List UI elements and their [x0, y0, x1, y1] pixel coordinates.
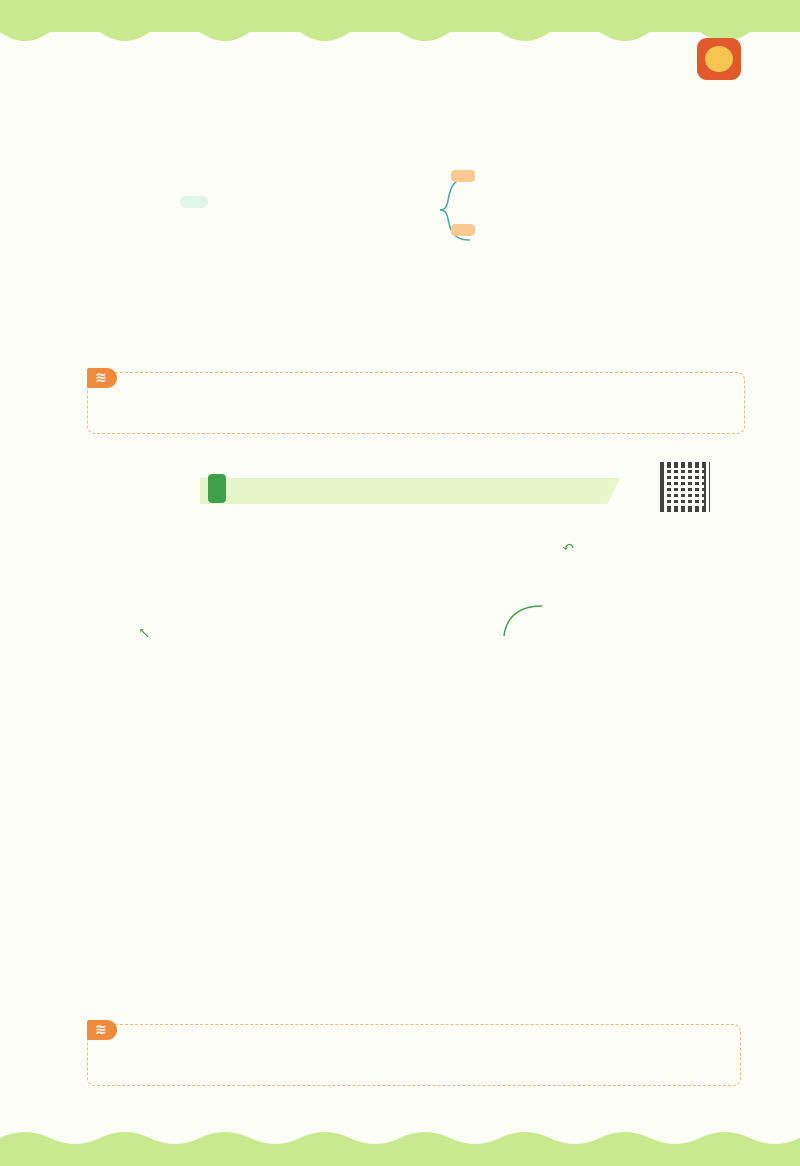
exam-note-arrow-icon: ↖ [138, 624, 151, 642]
section-label [208, 474, 226, 503]
mindmap-branch-less [451, 224, 475, 236]
answer-tab-2: ≋ [87, 1020, 117, 1040]
problem-text [84, 570, 764, 604]
answer-box-2 [87, 1024, 741, 1086]
mindmap-root [180, 196, 208, 208]
answer-box-1 [87, 372, 745, 434]
bottom-wave-banner [0, 1126, 800, 1166]
mindmap-connectors [170, 168, 470, 258]
qr-code-icon[interactable] [660, 462, 710, 512]
answer-tab-1: ≋ [87, 368, 117, 388]
mindmap-branch-more [451, 170, 475, 182]
page-header [470, 54, 490, 70]
book-logo-icon [697, 38, 741, 80]
key-note-arrow-icon: ↶ [562, 538, 575, 556]
section-banner-bg [200, 478, 620, 504]
info-note-arrow-icon [498, 600, 548, 640]
top-wave-banner [0, 0, 800, 60]
